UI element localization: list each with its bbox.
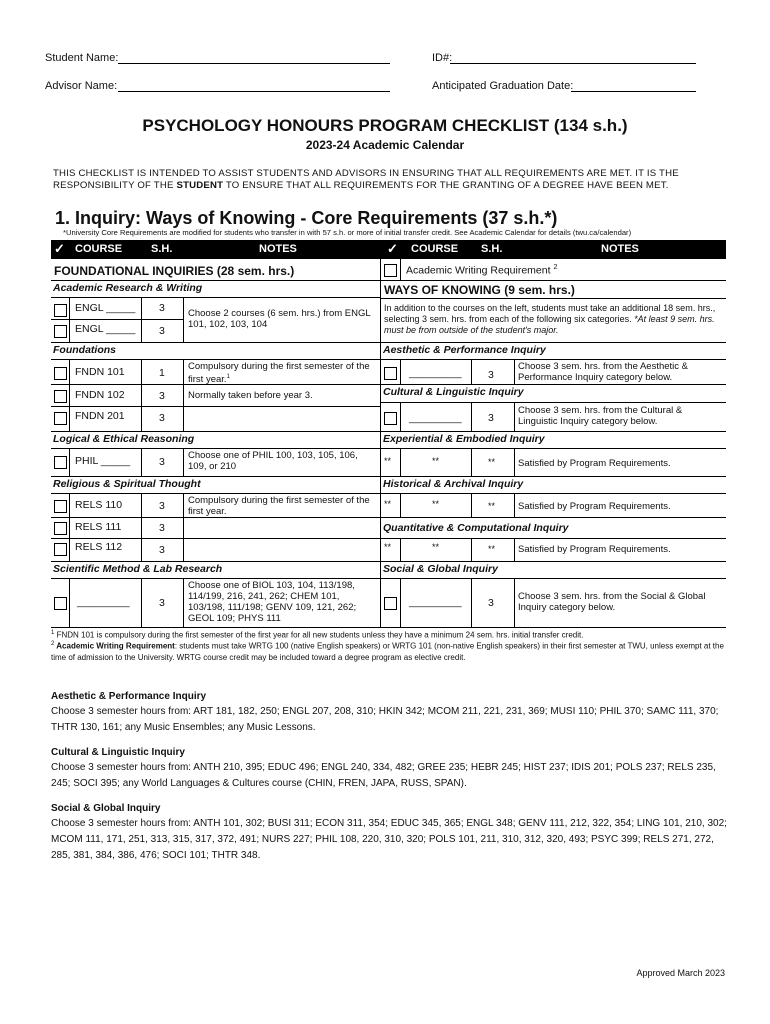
- check-icon: ✓: [54, 241, 65, 256]
- fndn101-course: FNDN 101: [75, 366, 125, 378]
- rels111-sh: 3: [159, 522, 165, 534]
- phil-note: Choose one of PHIL 100, 103, 105, 106, 109, or 210: [188, 450, 358, 472]
- section-note: *University Core Requirements are modified for students who transfer in with 57 s.h. or more of initial transfer credit. See Academic Calendar for details (twu.ca/calendar): [63, 228, 632, 237]
- science-sh: 3: [159, 597, 165, 609]
- category-foundations: Foundations: [53, 344, 116, 356]
- hai-star: **: [384, 499, 392, 509]
- list-api-heading: Aesthetic & Performance Inquiry: [51, 691, 207, 702]
- col-sh: S.H.: [151, 243, 173, 255]
- list-cli-body: Choose 3 semester hours from: ANTH 210, 395; EDUC 496; ENGL 240, 334, 482; GREE 235; HEBR 245; HIST 237; IDIS 201; POLS 237; RELS 235, 245; SOCI 395; any World Languages & Cultures course (CHIN, FREN, JAPA, RUSS, SPAN).: [51, 762, 716, 789]
- cli-sh: 3: [488, 412, 494, 424]
- advisor-name-label: Advisor Name:: [45, 80, 118, 92]
- checklist-table: [51, 240, 726, 628]
- col-course: COURSE: [411, 243, 459, 255]
- col-notes: NOTES: [259, 243, 297, 255]
- category-hai: Historical & Archival Inquiry: [383, 478, 524, 490]
- fndn101-sh: 1: [159, 367, 165, 379]
- fndn102-sh: 3: [159, 390, 165, 402]
- grad-date-field[interactable]: [571, 91, 696, 92]
- grad-date-label: Anticipated Graduation Date:: [432, 80, 574, 92]
- engl-note: Choose 2 courses (6 sem. hrs.) from ENGL 101, 102, 103, 104: [188, 308, 371, 330]
- api-course[interactable]: _________: [409, 367, 462, 379]
- hai-note: Satisfied by Program Requirements.: [518, 501, 671, 512]
- rels112-checkbox[interactable]: [54, 543, 67, 556]
- footnote-1: $^1$ FNDN 101 is compulsory during the first semester of the first year for all new students unless they have a minimum 24 sem. hrs. initial transfer credit.: [51, 630, 584, 640]
- engl-1-sh: 3: [159, 302, 165, 314]
- rels111-course: RELS 111: [75, 521, 122, 533]
- foundational-heading: FOUNDATIONAL INQUIRIES (28 sem. hrs.): [54, 264, 295, 278]
- rels112-course: RELS 112: [75, 541, 123, 553]
- rels111-checkbox[interactable]: [54, 522, 67, 535]
- fndn102-checkbox[interactable]: [54, 390, 67, 403]
- intro-text: [53, 168, 728, 192]
- list-cli-heading: Cultural & Linguistic Inquiry: [51, 747, 185, 758]
- category-arw: Academic Research & Writing: [53, 282, 203, 294]
- fndn102-course: FNDN 102: [75, 389, 125, 401]
- id-field[interactable]: [450, 63, 696, 64]
- engl-2-sh: 3: [159, 325, 165, 337]
- cli-note: Choose 3 sem. hrs. from the Cultural & Linguistic Inquiry category below.: [518, 405, 683, 427]
- qci-sh: **: [488, 544, 496, 554]
- wok-note: In addition to the courses on the left, students must take an additional 18 sem. hrs., selecting 3 sem. hrs. from each of the following six categories. *At least 9 sem. hrs. must be from outside of the student's major.: [384, 303, 716, 335]
- science-course[interactable]: _________: [77, 596, 130, 608]
- awr-checkbox[interactable]: [384, 264, 397, 277]
- student-name-field[interactable]: [118, 63, 390, 64]
- science-note: Choose one of BIOL 103, 104, 113/198, 114/199, 216, 241, 262; CHEM 101, 103/198, 111/198; GENV 109, 121, 262; GEOL 109; PHYS 111: [188, 580, 357, 624]
- wok-heading: WAYS OF KNOWING (9 sem. hrs.): [384, 283, 575, 297]
- intro-line-1: THIS CHECKLIST IS INTENDED TO ASSIST STUDENTS AND ADVISORS IN ENSURING THAT ALL REQUIREMENTS ARE MET. IT IS THE: [53, 168, 679, 179]
- sgi-course[interactable]: _________: [409, 596, 462, 608]
- fndn201-sh: 3: [159, 412, 165, 424]
- list-api-body: Choose 3 semester hours from: ART 181, 182, 250; ENGL 207, 208, 310; HKIN 342; MCOM 211, 221, 231, 369; MUSI 110; PHIL 370; SAMC 111, 370; THTR 130, 161; any Music Ensembles; any Music Lessons.: [51, 706, 719, 733]
- sgi-sh: 3: [488, 597, 494, 609]
- category-cli: Cultural & Linguistic Inquiry: [383, 386, 524, 398]
- category-qci: Quantitative & Computational Inquiry: [383, 522, 569, 534]
- phil-course[interactable]: PHIL _____: [75, 455, 131, 467]
- section-title: 1. Inquiry: Ways of Knowing - Core Requirements (37 s.h.*): [55, 208, 558, 228]
- science-checkbox[interactable]: [54, 597, 67, 610]
- awr-label: Academic Writing Requirement $^2$: [406, 264, 558, 277]
- api-sh: 3: [488, 369, 494, 381]
- col-sh: S.H.: [481, 243, 503, 255]
- engl-2-course[interactable]: ENGL _____: [75, 323, 136, 335]
- category-api: Aesthetic & Performance Inquiry: [383, 344, 546, 356]
- approved-date: Approved March 2023: [636, 968, 725, 978]
- api-checkbox[interactable]: [384, 367, 397, 380]
- rule: [51, 280, 380, 281]
- eei-course: **: [432, 456, 440, 466]
- cli-course[interactable]: _________: [409, 412, 462, 424]
- list-sgi-body: Choose 3 semester hours from: ANTH 101, 302; BUSI 311; ECON 311, 354; EDUC 345, 365; ENGL 348; GENV 111, 212, 322, 354; LING 101, 210, 302; MCOM 111, 171, 251, 313, 315, 317, 372, 491; NURS 227; PHIL 108, 220, 310, 320; POLS 101, 211, 310, 312, 320, 493; PSYC 399; RELS 271, 272, 285, 381, 384, 386, 476; SOCI 101; THTR 348.: [51, 818, 727, 861]
- rels110-checkbox[interactable]: [54, 500, 67, 513]
- engl-2-checkbox[interactable]: [54, 325, 67, 338]
- eei-star: **: [384, 456, 392, 466]
- rels110-note: Compulsory during the first semester of the first year.: [188, 495, 370, 517]
- id-label: ID#:: [432, 52, 453, 64]
- category-smlr: Scientific Method & Lab Research: [53, 563, 223, 575]
- list-sgi-heading: Social & Global Inquiry: [51, 803, 161, 814]
- qci-star: **: [384, 542, 392, 552]
- intro-line-2: RESPONSIBILITY OF THE STUDENT TO ENSURE THAT ALL REQUIREMENTS FOR THE GRANTING OF A DEGREE HAVE BEEN MET.: [53, 180, 669, 191]
- hai-course: **: [432, 499, 440, 509]
- sgi-note: Choose 3 sem. hrs. from the Social & Global Inquiry category below.: [518, 591, 706, 613]
- phil-sh: 3: [159, 456, 165, 468]
- student-name-label: Student Name:: [45, 52, 119, 64]
- engl-1-course[interactable]: ENGL _____: [75, 302, 136, 314]
- page-subtitle: 2023-24 Academic Calendar: [305, 138, 465, 152]
- fndn201-course: FNDN 201: [75, 410, 125, 422]
- cli-checkbox[interactable]: [384, 412, 397, 425]
- phil-checkbox[interactable]: [54, 456, 67, 469]
- col-notes: NOTES: [601, 243, 639, 255]
- eei-sh: **: [488, 457, 496, 467]
- fndn201-checkbox[interactable]: [54, 412, 67, 425]
- check-icon: ✓: [387, 241, 398, 256]
- category-sgi: Social & Global Inquiry: [383, 563, 498, 575]
- col-course: COURSE: [75, 243, 123, 255]
- sgi-checkbox[interactable]: [384, 597, 397, 610]
- category-rst: Religious & Spiritual Thought: [53, 478, 201, 490]
- api-note: Choose 3 sem. hrs. from the Aesthetic & Performance Inquiry category below.: [518, 361, 689, 383]
- hai-sh: **: [488, 501, 496, 511]
- page-title: PSYCHOLOGY HONOURS PROGRAM CHECKLIST (134 s.h.): [142, 116, 628, 135]
- table-header: [51, 240, 726, 259]
- eei-note: Satisfied by Program Requirements.: [518, 458, 671, 469]
- fndn101-checkbox[interactable]: [54, 367, 67, 380]
- rels112-sh: 3: [159, 544, 165, 556]
- category-ler: Logical & Ethical Reasoning: [53, 433, 195, 445]
- footnote-2: $^2$ Academic Writing Requirement: students must take WRTG 100 (native English speakers) or WRTG 101 (non-native English speakers) in their first semester at TWU, unless exempt at the time of admission to the University. WRTG course credit may be included toward a degree program as elective credit.: [51, 641, 724, 662]
- rule: [51, 297, 380, 298]
- rels110-course: RELS 110: [75, 499, 123, 511]
- category-eei: Experiential & Embodied Inquiry: [383, 433, 545, 445]
- fndn102-note: Normally taken before year 3.: [188, 390, 313, 401]
- advisor-name-field[interactable]: [118, 91, 390, 92]
- qci-course: **: [432, 542, 440, 552]
- rels110-sh: 3: [159, 500, 165, 512]
- fndn101-note: Compulsory during the first semester of the first year.$^1$: [188, 361, 370, 386]
- qci-note: Satisfied by Program Requirements.: [518, 544, 671, 555]
- engl-1-checkbox[interactable]: [54, 304, 67, 317]
